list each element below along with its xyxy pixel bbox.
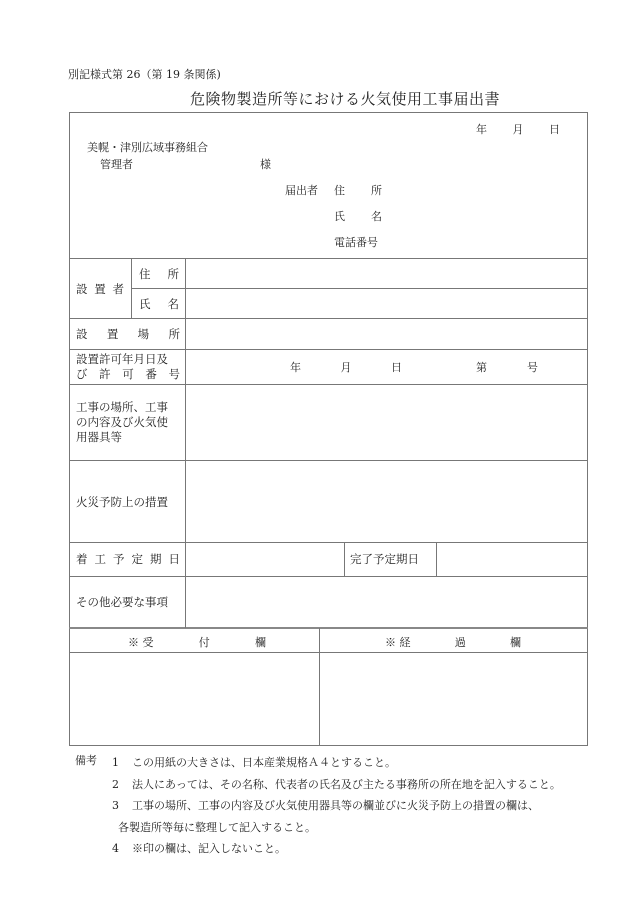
honorific: 様 [260,158,271,171]
work-details-input[interactable] [188,386,588,462]
location-label: 設 置 場 所 [76,327,180,341]
permit-label-line2: び 許 可 番 号 [76,367,180,381]
notes-heading: 備考 [75,754,97,767]
row-divider [69,384,588,385]
permit-label-line1: 設置許可年月日及 [76,352,168,366]
applicant-name-label: 氏 名 [334,210,382,223]
start-date-label: 着 工 予 定 期 日 [76,552,180,566]
permit-number[interactable]: 第 号 [476,361,538,374]
submission-date[interactable]: 年 月 日 [476,123,560,136]
note-item: 2 法人にあっては、その名称、代表者の氏名及び主たる事務所の所在地を記入すること。 [112,777,561,791]
end-date-label: 完了予定期日 [350,552,419,566]
note-item: 4 ※印の欄は、記入しないこと。 [112,842,286,855]
work-details-label: 工事の場所、工事 の内容及び火気使 用器具等 [76,400,168,444]
fire-prevention-label: 火災予防上の措置 [76,495,168,509]
row-divider [69,576,588,577]
location-input[interactable] [188,320,588,349]
installer-address-label: 住 所 [139,267,179,281]
form-number: 別記様式第 26（第 19 条関係) [68,68,221,81]
note-item: 1 この用紙の大きさは、日本産業規格Ａ４とすること。 [112,756,396,769]
row-divider [69,258,588,259]
applicant-address-label: 住 所 [334,184,382,197]
end-date-input[interactable] [439,544,588,576]
schedule-divider [436,542,437,576]
applicant-phone-input[interactable] [390,232,584,252]
installer-name-input[interactable] [188,290,588,318]
reception-area [70,653,319,745]
installer-address-input[interactable] [188,260,588,288]
row-divider [69,349,588,350]
addressee-org: 美幌・津別広域事務組合 [87,141,208,154]
installer-label: 設 置 者 [76,282,124,296]
row-divider [69,318,588,319]
reception-header: ※ 受 付 欄 [128,636,266,649]
notes-list [112,752,561,860]
other-label: その他必要な事項 [76,595,168,609]
fire-prevention-input[interactable] [188,462,588,544]
frame-bottom [69,745,588,746]
applicant-address-input[interactable] [390,180,584,200]
other-input[interactable] [188,578,588,629]
label-column-divider [185,258,186,628]
note-item: 各製造所等毎に整理して記入すること。 [118,820,316,834]
note-item: 3 工事の場所、工事の内容及び火気使用器具等の欄並びに火災予防上の措置の欄は、 [112,799,539,812]
page-title: 危険物製造所等における火気使用工事届出書 [190,90,501,108]
progress-area [320,653,587,745]
installer-name-label: 氏 名 [139,297,179,311]
permit-date[interactable]: 年 月 日 [290,361,402,374]
row-divider [131,288,588,289]
sub-column-divider [131,258,132,318]
frame-left [69,112,70,746]
applicant-phone-label: 電話番号 [334,236,378,249]
applicant-label: 届出者 [285,184,318,197]
applicant-name-input[interactable] [390,206,584,226]
progress-header: ※ 経 過 欄 [385,636,521,649]
start-date-input[interactable] [188,544,346,576]
addressee-title: 管理者 [100,158,133,171]
frame-top [69,112,588,113]
